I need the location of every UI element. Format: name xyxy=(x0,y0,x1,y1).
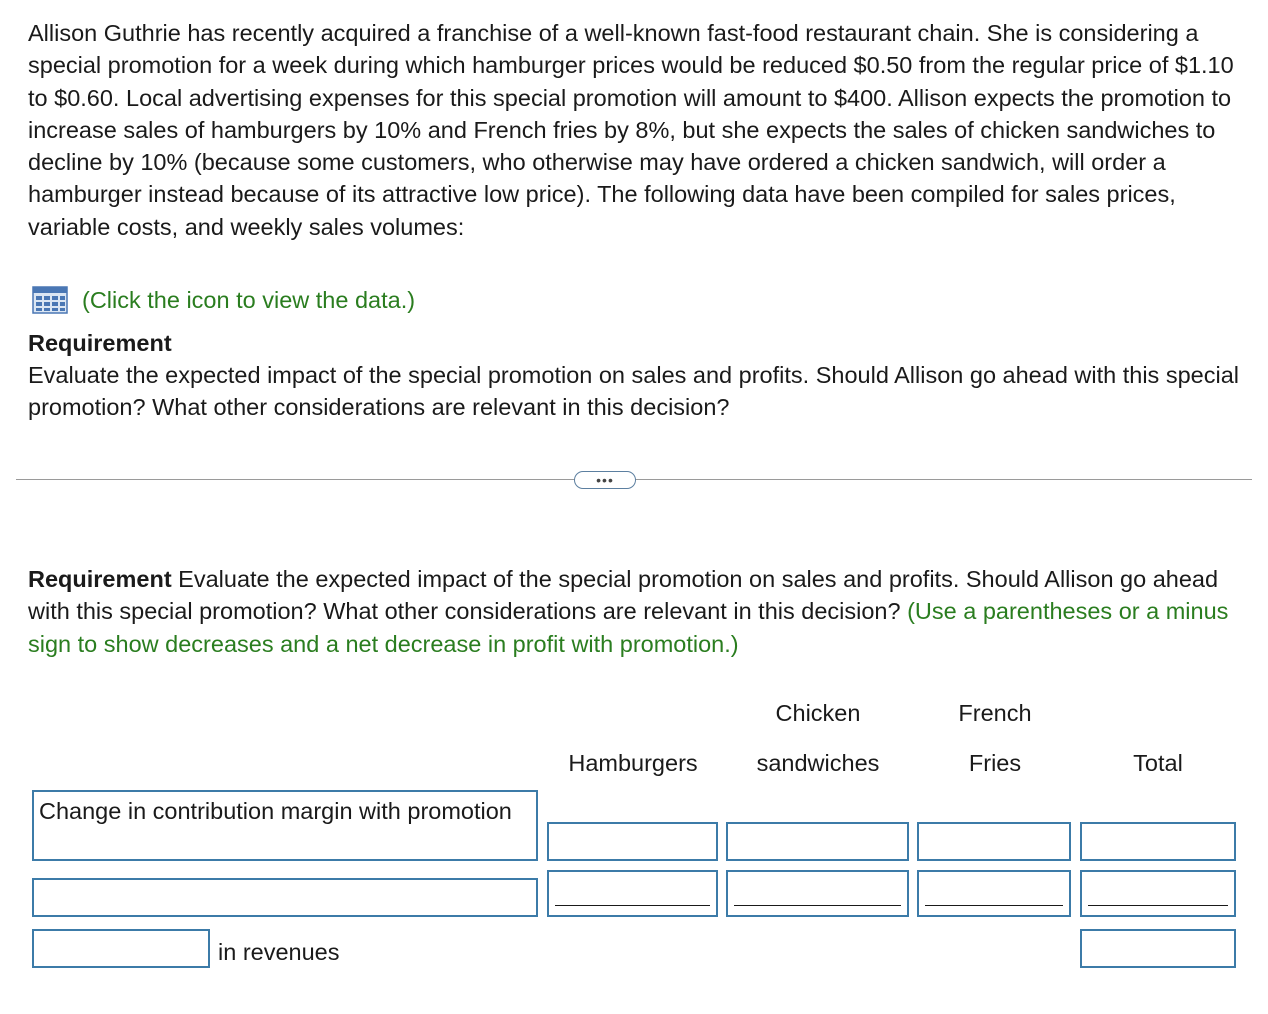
requirement-title: Requirement xyxy=(28,330,172,356)
fries-row2-input[interactable] xyxy=(917,870,1071,917)
table-grid-icon[interactable] xyxy=(32,286,68,314)
in-revenues-label: in revenues xyxy=(218,939,340,965)
view-data-label[interactable]: (Click the icon to view the data.) xyxy=(82,286,416,313)
chicken-row2-input[interactable] xyxy=(726,870,909,917)
problem-description: Allison Guthrie has recently acquired a franchise of a well-known fast-food restaurant chain. She is considering a special promotion for a week during which hamburger prices would be reduced $0.50 from the regular price of $1.10 to $0.60. Local advertising expenses for this special promotion will amount to $400. Allison expects the promotion to increase sales of hamburgers by 10% and French fries by 8%, but she expects the sales of chicken sandwiches to decline by 10% (because some customers, who otherwise may have ordered a chicken sandwich, will order a hamburger instead because of its attractive low price). The following data have been compiled for sales prices, variable costs, and weekly sales volumes: xyxy=(28,20,1234,240)
hamburgers-cm-input[interactable] xyxy=(547,822,718,861)
fries-cm-input[interactable] xyxy=(917,822,1071,861)
requirement-answer-prompt xyxy=(28,563,1243,660)
expand-more-button[interactable]: ••• xyxy=(574,471,636,489)
requirement-text: Evaluate the expected impact of the special promotion on sales and profits. Should Allison go ahead with this special promotion? What other considerations are relevant in this decision? xyxy=(28,362,1239,421)
col-header-chicken-line1: Chicken xyxy=(775,700,861,726)
hamburgers-row2-input[interactable] xyxy=(547,870,718,917)
col-header-total: Total xyxy=(1133,750,1183,776)
col-header-chicken-line2: sandwiches xyxy=(756,750,880,776)
total-revenue-change-input[interactable] xyxy=(1080,929,1236,968)
revenue-change-direction-input[interactable] xyxy=(32,929,210,968)
col-header-fries-line2: Fries xyxy=(968,750,1022,776)
total-cm-input[interactable] xyxy=(1080,822,1236,861)
total-row2-input[interactable] xyxy=(1080,870,1236,917)
row2-label-input[interactable] xyxy=(32,878,538,917)
col-header-hamburgers: Hamburgers xyxy=(568,750,698,776)
view-data-link[interactable] xyxy=(32,284,415,316)
requirement-answer-text: Evaluate the expected impact of the special promotion on sales and profits. Should Allison go ahead with this special promotion? What other considerations are relevant in this decision? xyxy=(28,566,1219,625)
requirement-answer-hint: (Use a parentheses or a minus sign to show decreases and a net decrease in profit with promotion.) xyxy=(28,598,1229,657)
chicken-cm-input[interactable] xyxy=(726,822,909,861)
col-header-fries-line1: French xyxy=(958,700,1032,726)
requirement-answer-title: Requirement xyxy=(28,566,172,592)
row-label-contribution-margin: Change in contribution margin with promotion xyxy=(32,790,538,861)
